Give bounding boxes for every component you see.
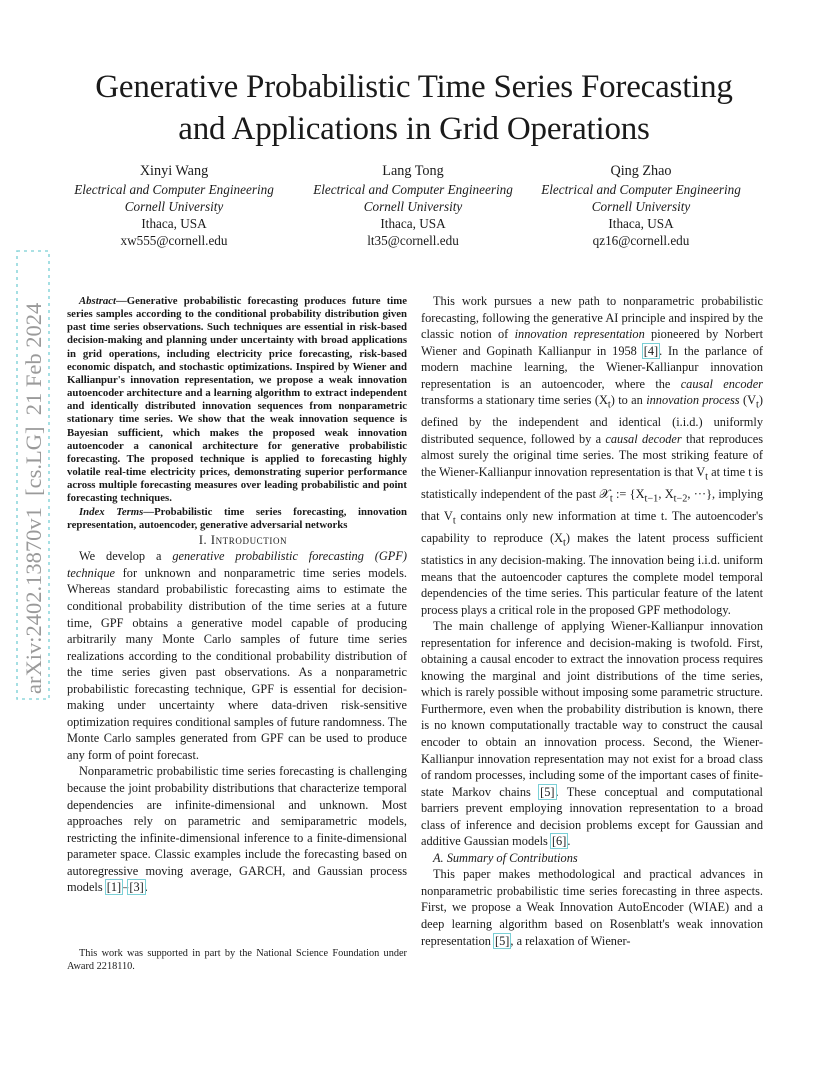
- index-terms: [67, 506, 407, 532]
- author-email[interactable]: xw555@cornell.edu: [120, 233, 228, 248]
- author-city: Ithaca, USA: [380, 216, 446, 231]
- left-column: [67, 295, 407, 896]
- author-name: Lang Tong: [382, 163, 444, 179]
- citation-link[interactable]: [3]: [129, 880, 144, 895]
- arxiv-stamp-text: arXiv:2402.13870v1 [cs.LG] 21 Feb 2024: [21, 302, 46, 694]
- right-paragraph-2: The main challenge of applying Wiener-Kallianpur innovation representation for inference and decision-making is twofold. First, obtaining a causal encoder to extract the innovation process requires knowing the marginal and joint distributions of the time series, which is rarely possible without imposing some parametric structure. Furthermore, even when the probability distribution is known, there is no known computationally tractable way to construct the causal encoder to obtain an innovation process. Second, the Wiener-Kallianpur innovation representation may not exist for a broad class of random processes, including some of the important cases of finite-state Markov chains [5]. These conceptual and computational barriers prevent employing innovation representation to a broad class of inference and decision problems except for Gaussian and additive Gaussian models [6].: [421, 619, 763, 849]
- author-email[interactable]: lt35@cornell.edu: [367, 233, 459, 248]
- right-column: [421, 293, 763, 949]
- author-dept: Electrical and Computer Engineering: [313, 182, 513, 197]
- abstract-label: Abstract: [79, 295, 117, 307]
- author-dept: Electrical and Computer Engineering: [541, 182, 741, 197]
- author-univ: Cornell University: [591, 199, 691, 214]
- citation-link[interactable]: [4]: [643, 343, 659, 358]
- intro-paragraph-2: Nonparametric probabilistic time series forecasting is challenging because the joint probability distributions that characterize temporal dependencies are infinite-dimensional and unknown. Most approaches rely on parametric and semiparametric models, restricting the infinite-dimensional inference to a finite-dimensional parameter space. Classic examples include the forecasting based on autoregressive moving average, GARCH, and Gaussian process models [1]–[3].: [67, 764, 407, 895]
- intro-paragraph-1: We develop a generative probabilistic forecasting (GPF) technique for unknown and nonparametric time series models. Whereas standard probabilistic forecasting aims to estimate the conditional probability distribution of the time series at a future time, GPF obtains a generative model capable of producing arbitrarily many Monte Carlo samples of future time series realizations according to the conditional probability distribution of the time series given past observations. As a nonparametric probabilistic forecasting technique, GPF is essential for decision-making under uncertainty where data-driven risk-sensitive optimization requires conditional samples of future randomness. The Monte Carlo samples generated from GPF can be used to produce any form of point forecast.: [67, 549, 407, 762]
- citation-link[interactable]: [5]: [540, 784, 555, 799]
- right-paragraph-3: This paper makes methodological and practical advances in nonparametric probabilistic time series forecasting in three aspects. First, we propose a Weak Innovation AutoEncoder (WIAE) and a deep learning algorithm based on Rosenblatt's weak innovation representation [5], a relaxation of Wiener-: [421, 867, 763, 948]
- abstract-text: —Generative probabilistic forecasting produces future time series samples according to the conditional probability distribution given past time series observations. Such techniques are essential in risk-based decision-making and planning under uncertainty with broad applications in grid operations, including electricity price forecasting, risk-based economic dispatch, and stochastic optimizations. Inspired by Wiener and Kallianpur's innovation representation, we propose a weak innovation autoencoder architecture and a learning algorithm to extract independent and identically distributed innovation sequences from nonparametric stationary time series. We show that the weak innovation sequence is Bayesian sufficient, which makes the proposed weak innovation autoencoder a canonical architecture for generative probabilistic forecasting. The proposed technique is applied to forecasting highly volatile real-time electricity prices, demonstrating superior performance across multiple forecasting measures over leading probabilistic and point forecasting techniques.: [67, 295, 407, 505]
- author-block-3: [523, 163, 759, 249]
- author-email[interactable]: qz16@cornell.edu: [592, 233, 690, 248]
- author-univ: Cornell University: [363, 199, 463, 214]
- author-dept: Electrical and Computer Engineering: [74, 182, 274, 197]
- title-line-2: and Applications in Grid Operations: [178, 111, 650, 147]
- author-univ: Cornell University: [124, 199, 224, 214]
- right-paragraph-1: This work pursues a new path to nonparametric probabilistic forecasting, following the generative AI principle and inspired by the classic notion of innovation representation pioneered by Norbert Wiener and Gopinath Kallianpur in 1958 [4]. In the parlance of modern machine learning, the Wiener-Kallianpur innovation representation is an autoencoder, where the causal encoder transforms a stationary time series $(X_t)$ to an innovation process $(V_t)$ defined by the independent and identical (i.i.d.) uniformly distributed sequence, followed by a causal decoder that reproduces almost surely the original time series. The most striking feature of the Wiener-Kallianpur innovation representation is that $V_t$ at time t is statistically independent of the past 𝒳$_t$ := {$X_{t-1}$, $X_{t-2}$, ···}, implying that $V_t$ contains only new information at time t. The autoencoder's capability to reproduce $(X_t)$ makes the latent process sufficient statistics in any decision-making. The innovation being i.i.d. uniform means that the autoencoder captures the complete model temporal dependencies of the time series. This particular feature of the latent process plays a critical role in the proposed GPF methodology.: [421, 294, 764, 617]
- footnote: This work was supported in part by the National Science Foundation under Award 2218110.: [67, 948, 407, 972]
- title-line-1: Generative Probabilistic Time Series Forecasting: [95, 69, 733, 105]
- gpf-term: generative probabilistic forecasting (GPF) technique: [67, 549, 407, 580]
- subsection-heading: A. Summary of Contributions: [433, 850, 578, 865]
- index-terms-label: Index Terms: [79, 505, 144, 518]
- author-city: Ithaca, USA: [608, 216, 674, 231]
- citation-link[interactable]: [5]: [495, 933, 510, 948]
- section-heading: I. Introduction: [198, 532, 288, 547]
- citation-link[interactable]: [6]: [551, 834, 567, 849]
- index-terms-text: —Probabilistic time series forecasting, innovation representation, autoencoder, generative adversarial networks: [67, 505, 407, 531]
- author-name: Qing Zhao: [610, 163, 672, 179]
- arxiv-stamp[interactable]: [16, 250, 50, 700]
- author-city: Ithaca, USA: [141, 216, 207, 231]
- abstract: [67, 295, 407, 506]
- paper-title: [40, 66, 788, 150]
- author-block-1: [56, 163, 292, 249]
- citation-link[interactable]: [1]: [106, 880, 122, 895]
- author-block-2: [295, 163, 531, 249]
- author-name: Xinyi Wang: [139, 163, 209, 179]
